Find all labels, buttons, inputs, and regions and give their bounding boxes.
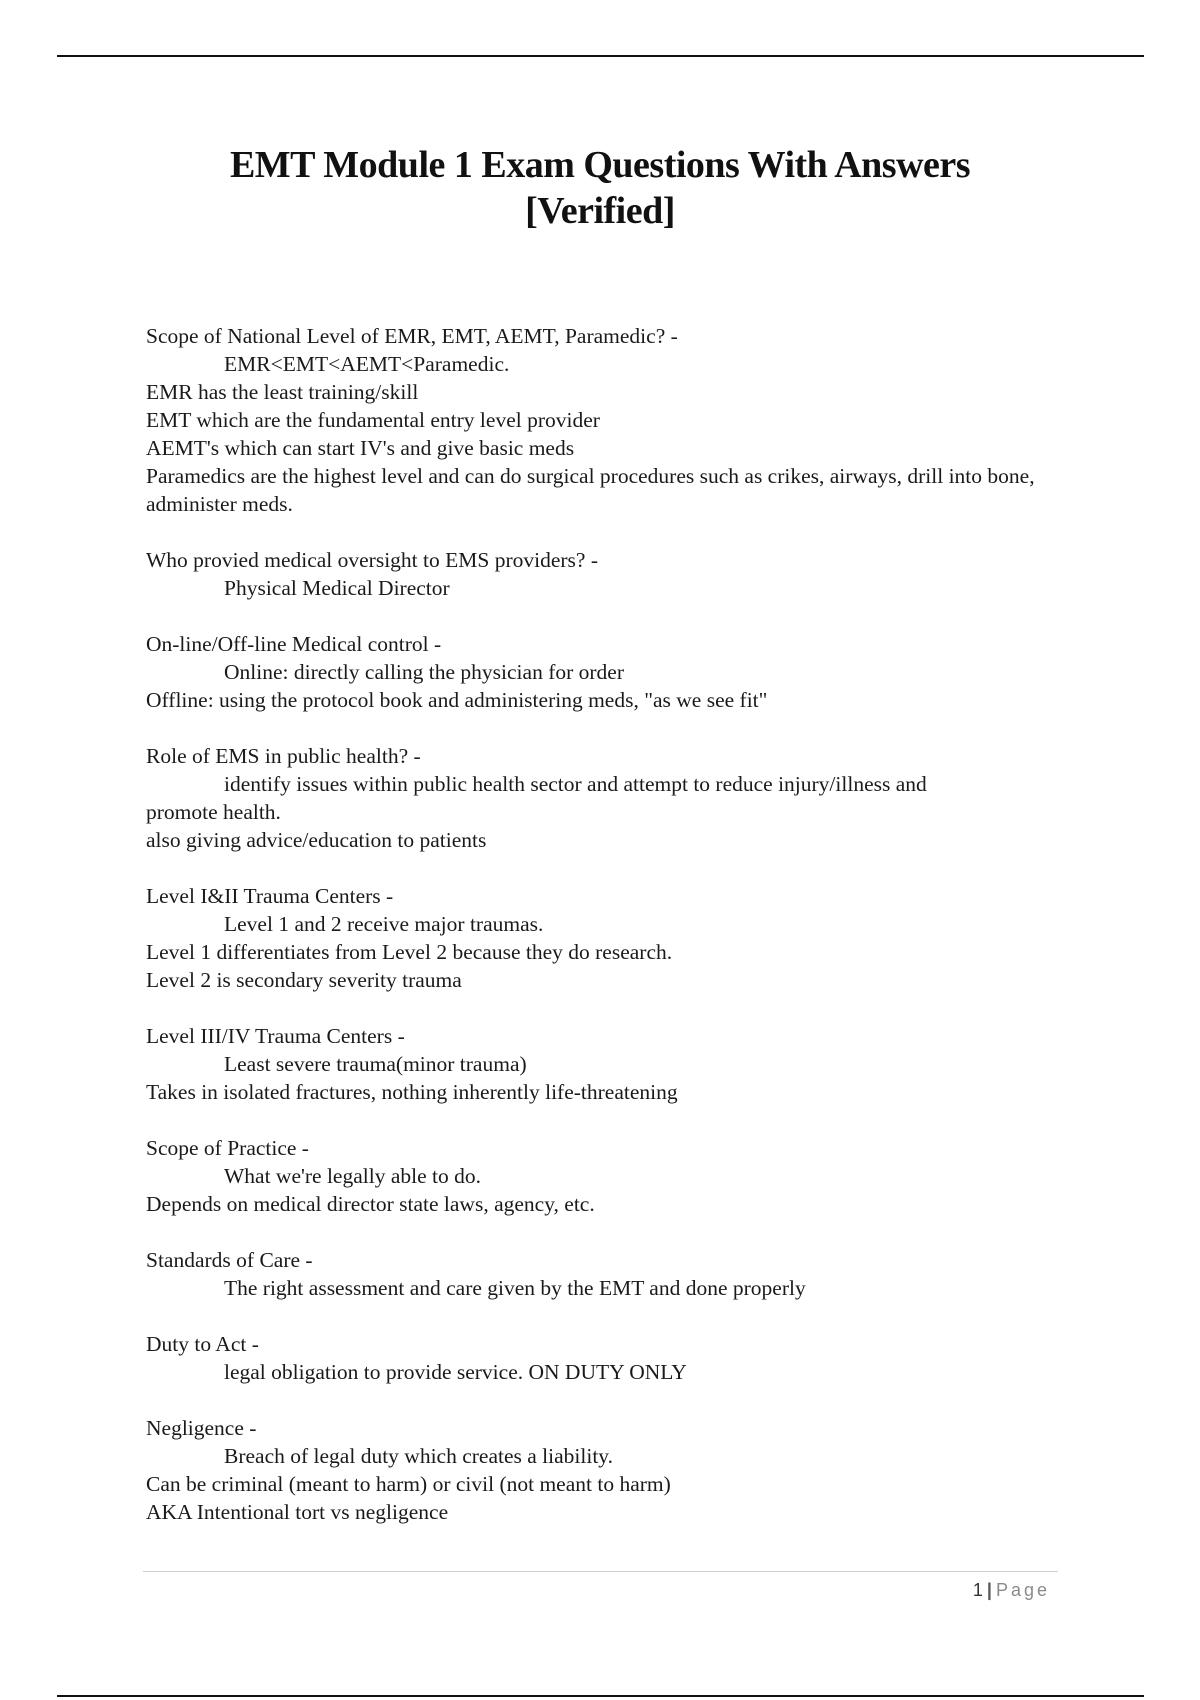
qa-answer: Level 1 and 2 receive major traumas.	[224, 912, 544, 936]
footer-rule	[143, 1571, 1058, 1572]
qa-answer: Least severe trauma(minor trauma)	[224, 1052, 527, 1076]
qa-answer-line: Offline: using the protocol book and administering meds, "as we see fit"	[146, 688, 768, 712]
qa-question: Level III/IV Trauma Centers -	[146, 1024, 405, 1048]
qa-item	[146, 1134, 1066, 1218]
title-line-1: EMT Module 1 Exam Questions With Answers	[229, 144, 971, 186]
qa-item	[146, 882, 1066, 994]
qa-answer: legal obligation to provide service. ON DUTY ONLY	[224, 1360, 687, 1384]
qa-answer: Breach of legal duty which creates a liability.	[224, 1444, 614, 1468]
qa-answer-line: AKA Intentional tort vs negligence	[146, 1500, 449, 1524]
qa-answer: Online: directly calling the physician for order	[224, 660, 625, 684]
qa-question: Duty to Act -	[146, 1332, 259, 1356]
qa-answer-line: Level 1 differentiates from Level 2 because they do research.	[146, 940, 673, 964]
qa-item	[146, 1414, 1066, 1526]
qa-question: On-line/Off-line Medical control -	[146, 632, 442, 656]
qa-question: Scope of National Level of EMR, EMT, AEMT, Paramedic? -	[146, 324, 678, 348]
qa-answer: Physical Medical Director	[224, 576, 450, 600]
qa-answer-line: Level 2 is secondary severity trauma	[146, 968, 462, 992]
qa-answer: What we're legally able to do.	[224, 1164, 481, 1188]
qa-question: Level I&II Trauma Centers -	[146, 884, 394, 908]
qa-answer: EMR<EMT<AEMT<Paramedic.	[224, 352, 510, 376]
page-footer	[973, 1577, 1050, 1603]
bottom-rule	[57, 1695, 1144, 1697]
document-title	[100, 142, 1100, 234]
qa-answer: The right assessment and care given by the EMT and done properly	[224, 1276, 806, 1300]
qa-answer-line: Depends on medical director state laws, agency, etc.	[146, 1192, 595, 1216]
page-label: Page	[995, 1580, 1050, 1600]
qa-question: Role of EMS in public health? -	[146, 744, 421, 768]
qa-question: Standards of Care -	[146, 1248, 313, 1272]
qa-item	[146, 322, 1066, 518]
qa-item	[146, 1330, 1066, 1386]
qa-answer-line: Can be criminal (meant to harm) or civil (not meant to harm)	[146, 1472, 671, 1496]
qa-answer-line: EMR has the least training/skill	[146, 380, 419, 404]
qa-question: Who provied medical oversight to EMS providers? -	[146, 548, 598, 572]
qa-answer-line: AEMT's which can start IV's and give basic meds	[146, 436, 575, 460]
title-line-2: [Verified]	[525, 190, 675, 232]
page-number: 1	[972, 1580, 983, 1600]
page-separator: |	[986, 1580, 992, 1600]
qa-question: Scope of Practice -	[146, 1136, 309, 1160]
qa-item	[146, 742, 1066, 854]
header-rule	[57, 55, 1144, 57]
qa-item	[146, 1022, 1066, 1106]
qa-answer-line: promote health.	[146, 800, 281, 824]
qa-answer-line: Takes in isolated fractures, nothing inherently life-threatening	[146, 1080, 678, 1104]
qa-item	[146, 630, 1066, 714]
qa-answer-line: Paramedics are the highest level and can do surgical procedures such as crikes, airways, drill into bone, administer meds.	[146, 464, 1035, 516]
qa-list	[146, 322, 1066, 1554]
qa-answer-line: EMT which are the fundamental entry level provider	[146, 408, 600, 432]
qa-answer-line: also giving advice/education to patients	[146, 828, 487, 852]
qa-item	[146, 546, 1066, 602]
qa-item	[146, 1246, 1066, 1302]
qa-question: Negligence -	[146, 1416, 257, 1440]
qa-answer: identify issues within public health sector and attempt to reduce injury/illness and	[224, 772, 927, 796]
